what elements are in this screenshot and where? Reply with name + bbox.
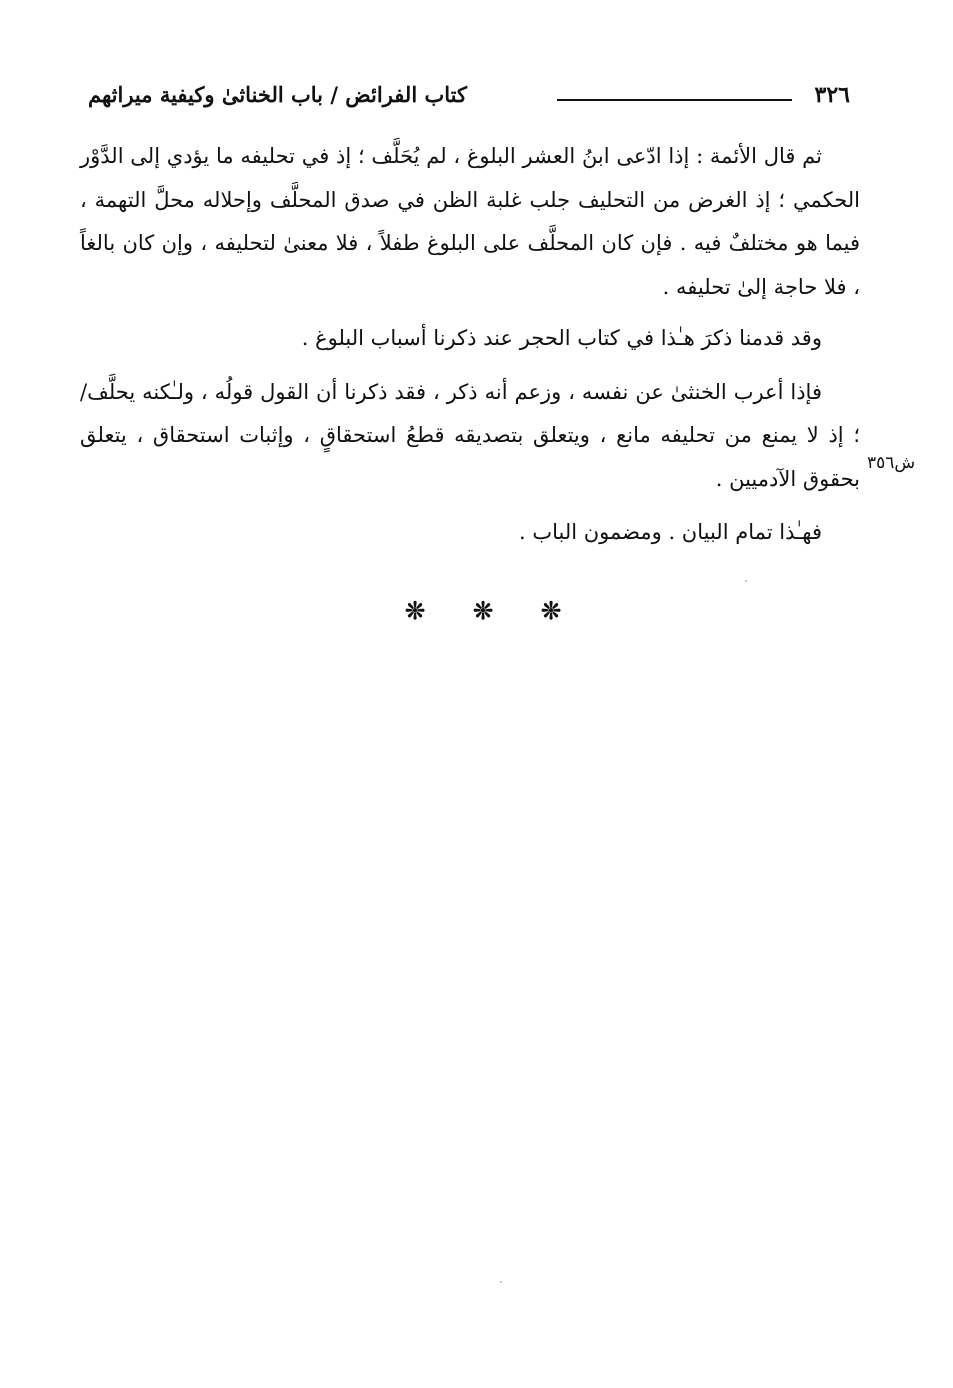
header-rule [557,99,792,101]
paragraph-hermaphrodite-declaration: فإذا أعرب الخنثىٰ عن نفسه ، وزعم أنه ذكر ، فقد ذكرنا أن القول قولُه ، ولـٰكنه يحلَّف/ ؛ إذ لا يمنع من تحليفه مانع ، ويتعلق بتصديقه قطعُ استحقاقٍ ، وإثبات استحقاق ، يتعلق بحقوق الآدميين . [80,379,860,491]
ornament-star-icon: ❊ [540,596,562,625]
page-number: ٣٢٦ [814,82,850,108]
paragraph-oath-of-puberty: ثم قال الأئمة : إذا ادّعى ابنُ العشر البلوغ ، لم يُحَلَّف ؛ إذ في تحليفه ما يؤدي إلى الدَّوْر الحكمي ؛ إذ الغرض من التحليف جلب غلبة الظن في صدق المحلَّف وإحلاله محلَّ التهمة ، فيما هو مختلفٌ فيه . فإن كان المحلَّف على البلوغ طفلاً ، فلا معنىٰ لتحليفه ، وإن كان بالغاً ، فلا حاجة إلىٰ تحليفه . [80,144,860,299]
ornament-star-icon: ❊ [404,596,426,625]
manuscript-folio-marker: ش٣٥٦ [867,453,916,473]
paragraph-cross-reference: وقد قدمنا ذكرَ هـٰذا في كتاب الحجر عند ذكرنا أسباب البلوغ . [301,326,822,350]
page-header [88,80,850,118]
scan-speck [500,1281,502,1283]
ornament-star-icon: ❊ [472,596,494,625]
running-title: كتاب الفرائض / باب الخناثىٰ وكيفية ميراثهم [88,82,467,107]
main-text [80,135,860,565]
scan-speck [745,580,747,582]
section-end-ornaments [403,596,563,632]
paragraph-chapter-close: فهـٰذا تمام البيان . ومضمون الباب . [519,520,822,544]
